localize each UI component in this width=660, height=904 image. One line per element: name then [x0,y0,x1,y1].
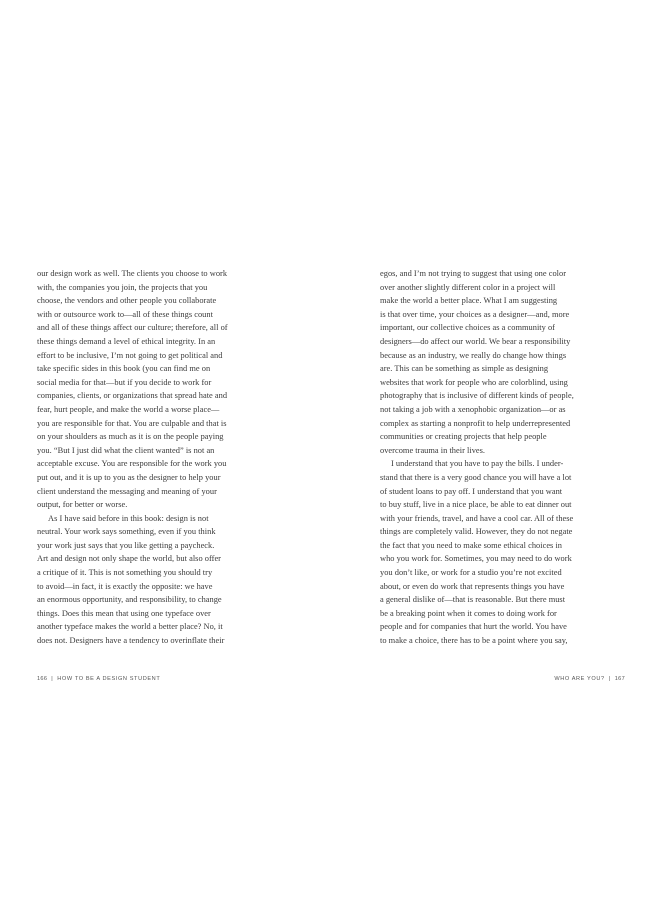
text-line: put out, and it is up to you as the designer to help your [37,472,221,482]
text-line: with or outsource work to—all of these things count [37,309,213,319]
text-line: a general dislike of—that is reasonable. But there must [380,595,566,605]
text-line: to buy stuff, live in a nice place, be able to eat dinner out [380,500,572,510]
text-line: is that over time, your choices as a designer—and, more [380,309,570,319]
text-line: another typeface makes the world a better place? No, it [37,622,223,632]
text-line: fear, hurt people, and make the world a worse place— [37,404,220,414]
text-line: be a breaking point when it comes to doing work for [380,608,557,618]
text-line: are. This can be something as simple as designing [380,364,549,374]
text-line: output, for better or worse. [37,500,128,510]
paragraph-start-line: As I have said before in this book: design is not [48,513,209,523]
left-page-footer [37,676,160,682]
text-line: on your shoulders as much as it is on the people paying [37,432,224,442]
text-line: these things demand a level of ethical integrity. In an [37,336,216,346]
text-line: with, the companies you join, the projects that you [37,282,208,292]
text-line: with your friends, travel, and have a cool car. All of these [380,513,574,523]
text-line: effort to be inclusive, I’m not going to get political and [37,350,223,360]
text-line: choose, the vendors and other people you collaborate [37,296,217,306]
text-line: acceptable excuse. You are responsible for the work you [37,459,227,469]
text-line: companies, clients, or organizations that spread hate and [37,391,228,401]
right-page-body [380,267,626,648]
text-line: overcome trauma in their lives. [380,445,486,455]
text-line: things are completely valid. However, they do not negate [380,527,573,537]
text-line: you don’t like, or work for a studio you’re not excited [380,568,562,578]
text-line: to make a choice, there has to be a point where you say, [380,636,568,646]
running-title: WHO ARE YOU? [554,676,605,682]
text-line: who you work for. Sometimes, you may need to do work [380,554,572,564]
footer-separator: | [608,676,611,682]
text-line: you are responsible for that. You are culpable and that is [37,418,227,428]
text-line: neutral. Your work says something, even if you think [37,527,216,537]
right-page-footer [554,676,625,682]
text-line: not taking a job with a xenophobic organization—or as [380,404,566,414]
text-line: and all of these things affect our culture; therefore, all of [37,323,228,333]
text-line: Art and design not only shape the world, but also offer [37,554,221,564]
text-line: egos, and I’m not trying to suggest that using one color [380,269,567,278]
text-line: photography that is inclusive of different kinds of people, [380,391,574,401]
text-line: your work just says that you like getting a paycheck. [37,540,215,550]
text-line: social media for that—but if you decide to work for [37,377,212,387]
text-line: of student loans to pay off. I understand that you want [380,486,563,496]
text-line: websites that work for people who are colorblind, using [380,377,568,387]
text-line: you. “But I just did what the client wanted” is not an [37,445,215,455]
text-line: because as an industry, we really do change how things [380,350,567,360]
text-line: make the world a better place. What I am suggesting [380,296,558,306]
text-line: our design work as well. The clients you choose to work [37,269,228,278]
text-line: about, or even do work that represents things you have [380,581,565,591]
text-line: over another slightly different color in a project will [380,282,556,292]
text-line: take specific sides in this book (you can find me on [37,364,211,374]
footer-separator: | [51,676,54,682]
text-line: communities or creating projects that help people [380,432,547,442]
text-line: client understand the messaging and meaning of your [37,486,217,496]
text-line: complex as starting a nonprofit to help underrepresented [380,418,571,428]
text-line: designers—do affect our world. We bear a responsibility [380,336,571,346]
paragraph-start-line: I understand that you have to pay the bills. I under- [391,459,564,469]
text-line: to avoid—in fact, it is exactly the opposite: we have [37,581,213,591]
text-line: people and for companies that hurt the world. You have [380,622,567,632]
left-page-body [37,267,283,648]
text-line: the fact that you need to make some ethical choices in [380,540,563,550]
running-title: HOW TO BE A DESIGN STUDENT [57,676,161,682]
text-line: does not. Designers have a tendency to overinflate their [37,636,225,646]
text-line: stand that there is a very good chance you will have a lot [380,472,572,482]
page-number: 167 [614,676,625,682]
page-number: 166 [37,676,48,682]
text-line: important, our collective choices as a community of [380,323,555,333]
text-line: an enormous opportunity, and responsibility, to change [37,595,222,605]
text-line: things. Does this mean that using one typeface over [37,608,211,618]
text-line: a critique of it. This is not something you should try [37,568,213,578]
